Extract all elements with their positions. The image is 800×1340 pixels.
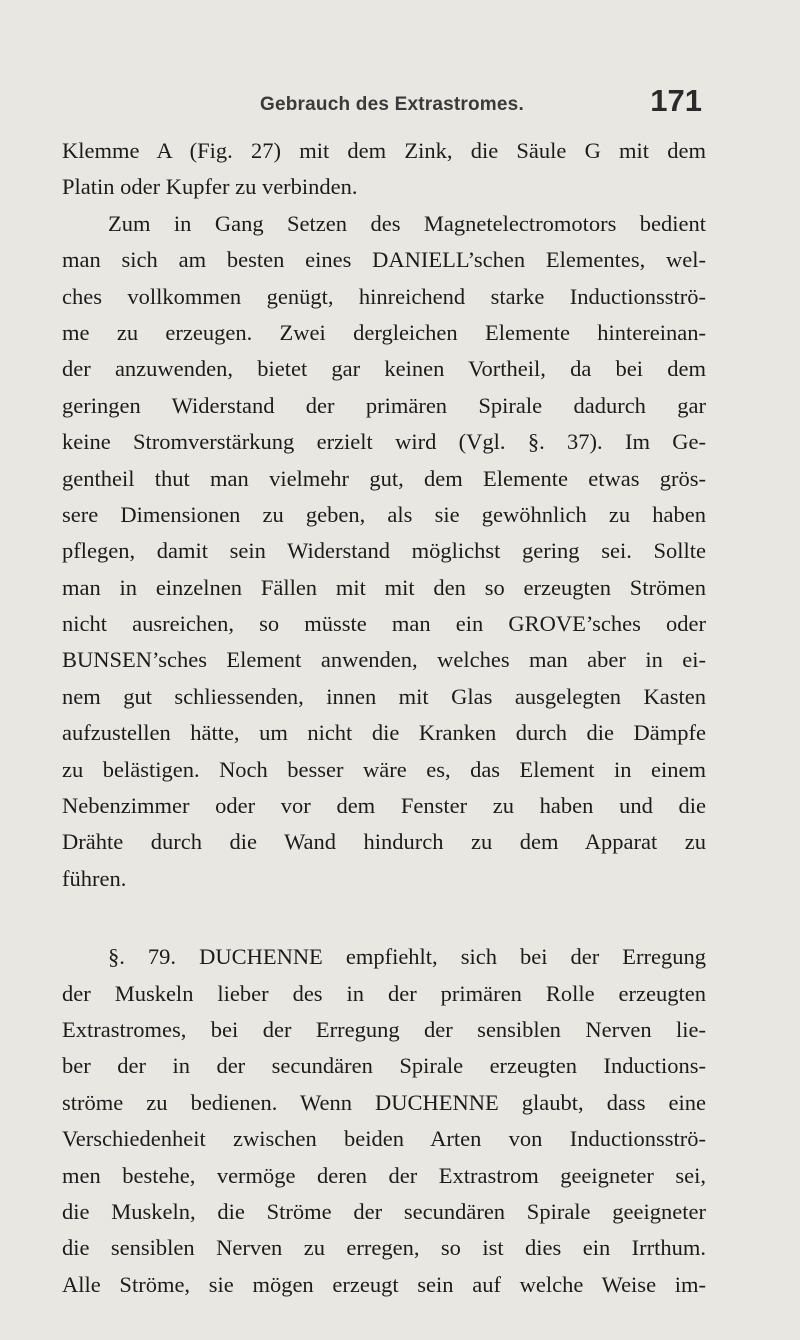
text-line: nem gut schliessenden, innen mit Glas ausgelegten Kasten bbox=[62, 683, 706, 709]
text-line: führen. bbox=[62, 865, 127, 891]
text-line: zu belästigen. Noch besser wäre es, das Element in einem bbox=[62, 756, 706, 782]
paragraph-continuation bbox=[62, 133, 706, 206]
text-line: Zum in Gang Setzen des Magnetelectromotors bedient bbox=[108, 210, 706, 236]
text-line: Extrastromes, bei der Erregung der sensiblen Nerven lie- bbox=[62, 1016, 706, 1042]
text-line: Nebenzimmer oder vor dem Fenster zu haben und die bbox=[62, 793, 706, 819]
text-line: die Muskeln, die Ströme der secundären Spirale geeigneter bbox=[62, 1198, 706, 1224]
text-line: pflegen, damit sein Widerstand möglichst gering sei. Sollte bbox=[62, 538, 706, 564]
text-line: BUNSEN’sches Element anwenden, welches man aber in ei- bbox=[62, 647, 706, 673]
text-line: die sensiblen Nerven zu erregen, so ist dies ein Irrthum. bbox=[62, 1235, 706, 1261]
paragraph-gap bbox=[62, 897, 706, 939]
text-line: man in einzelnen Fällen mit mit den so erzeugten Strömen bbox=[62, 574, 706, 600]
text-line: Verschiedenheit zwischen beiden Arten von Inductionsströ- bbox=[62, 1126, 706, 1152]
text-line: der anzuwenden, bietet gar keinen Vortheil, da bei dem bbox=[62, 356, 706, 382]
text-line: Klemme A (Fig. 27) mit dem Zink, die Säule G mit dem bbox=[62, 138, 706, 163]
text-line: man sich am besten eines DANIELL’schen Elementes, wel- bbox=[62, 247, 706, 273]
text-line: sere Dimensionen zu geben, als sie gewöhnlich zu haben bbox=[62, 501, 706, 527]
text-line: ströme zu bedienen. Wenn DUCHENNE glaubt, dass eine bbox=[62, 1089, 706, 1115]
text-line: me zu erzeugen. Zwei dergleichen Elemente hintereinan- bbox=[62, 319, 706, 345]
text-line: §. 79. DUCHENNE empfiehlt, sich bei der Erregung bbox=[108, 944, 706, 970]
text-line: men bestehe, vermöge deren der Extrastrom geeigneter sei, bbox=[62, 1162, 706, 1188]
page-number: 171 bbox=[650, 83, 702, 118]
text-line: ber der in der secundären Spirale erzeugten Inductions- bbox=[62, 1053, 706, 1079]
text-line: gentheil thut man vielmehr gut, dem Elemente etwas grös- bbox=[62, 465, 706, 491]
body-text bbox=[62, 133, 706, 1303]
text-line: Drähte durch die Wand hindurch zu dem Apparat zu bbox=[62, 829, 706, 855]
text-line: keine Stromverstärkung erzielt wird (Vgl. §. 37). Im Ge- bbox=[62, 429, 706, 455]
text-line: Alle Ströme, sie mögen erzeugt sein auf welche Weise im- bbox=[62, 1271, 706, 1297]
page-header bbox=[62, 85, 704, 125]
text-line: nicht ausreichen, so müsste man ein GROVE’sches oder bbox=[62, 611, 706, 637]
paragraph-apparatus bbox=[62, 206, 706, 897]
running-title: Gebrauch des Extrastromes. bbox=[260, 94, 524, 115]
text-line: geringen Widerstand der primären Spirale dadurch gar bbox=[62, 392, 706, 418]
text-line: ches vollkommen genügt, hinreichend starke Inductionsströ- bbox=[62, 283, 706, 309]
paragraph-section-79 bbox=[62, 939, 706, 1303]
text-line: Platin oder Kupfer zu verbinden. bbox=[62, 174, 358, 200]
text-line: der Muskeln lieber des in der primären Rolle erzeugten bbox=[62, 980, 706, 1006]
text-line: aufzustellen hätte, um nicht die Kranken durch die Dämpfe bbox=[62, 720, 706, 746]
